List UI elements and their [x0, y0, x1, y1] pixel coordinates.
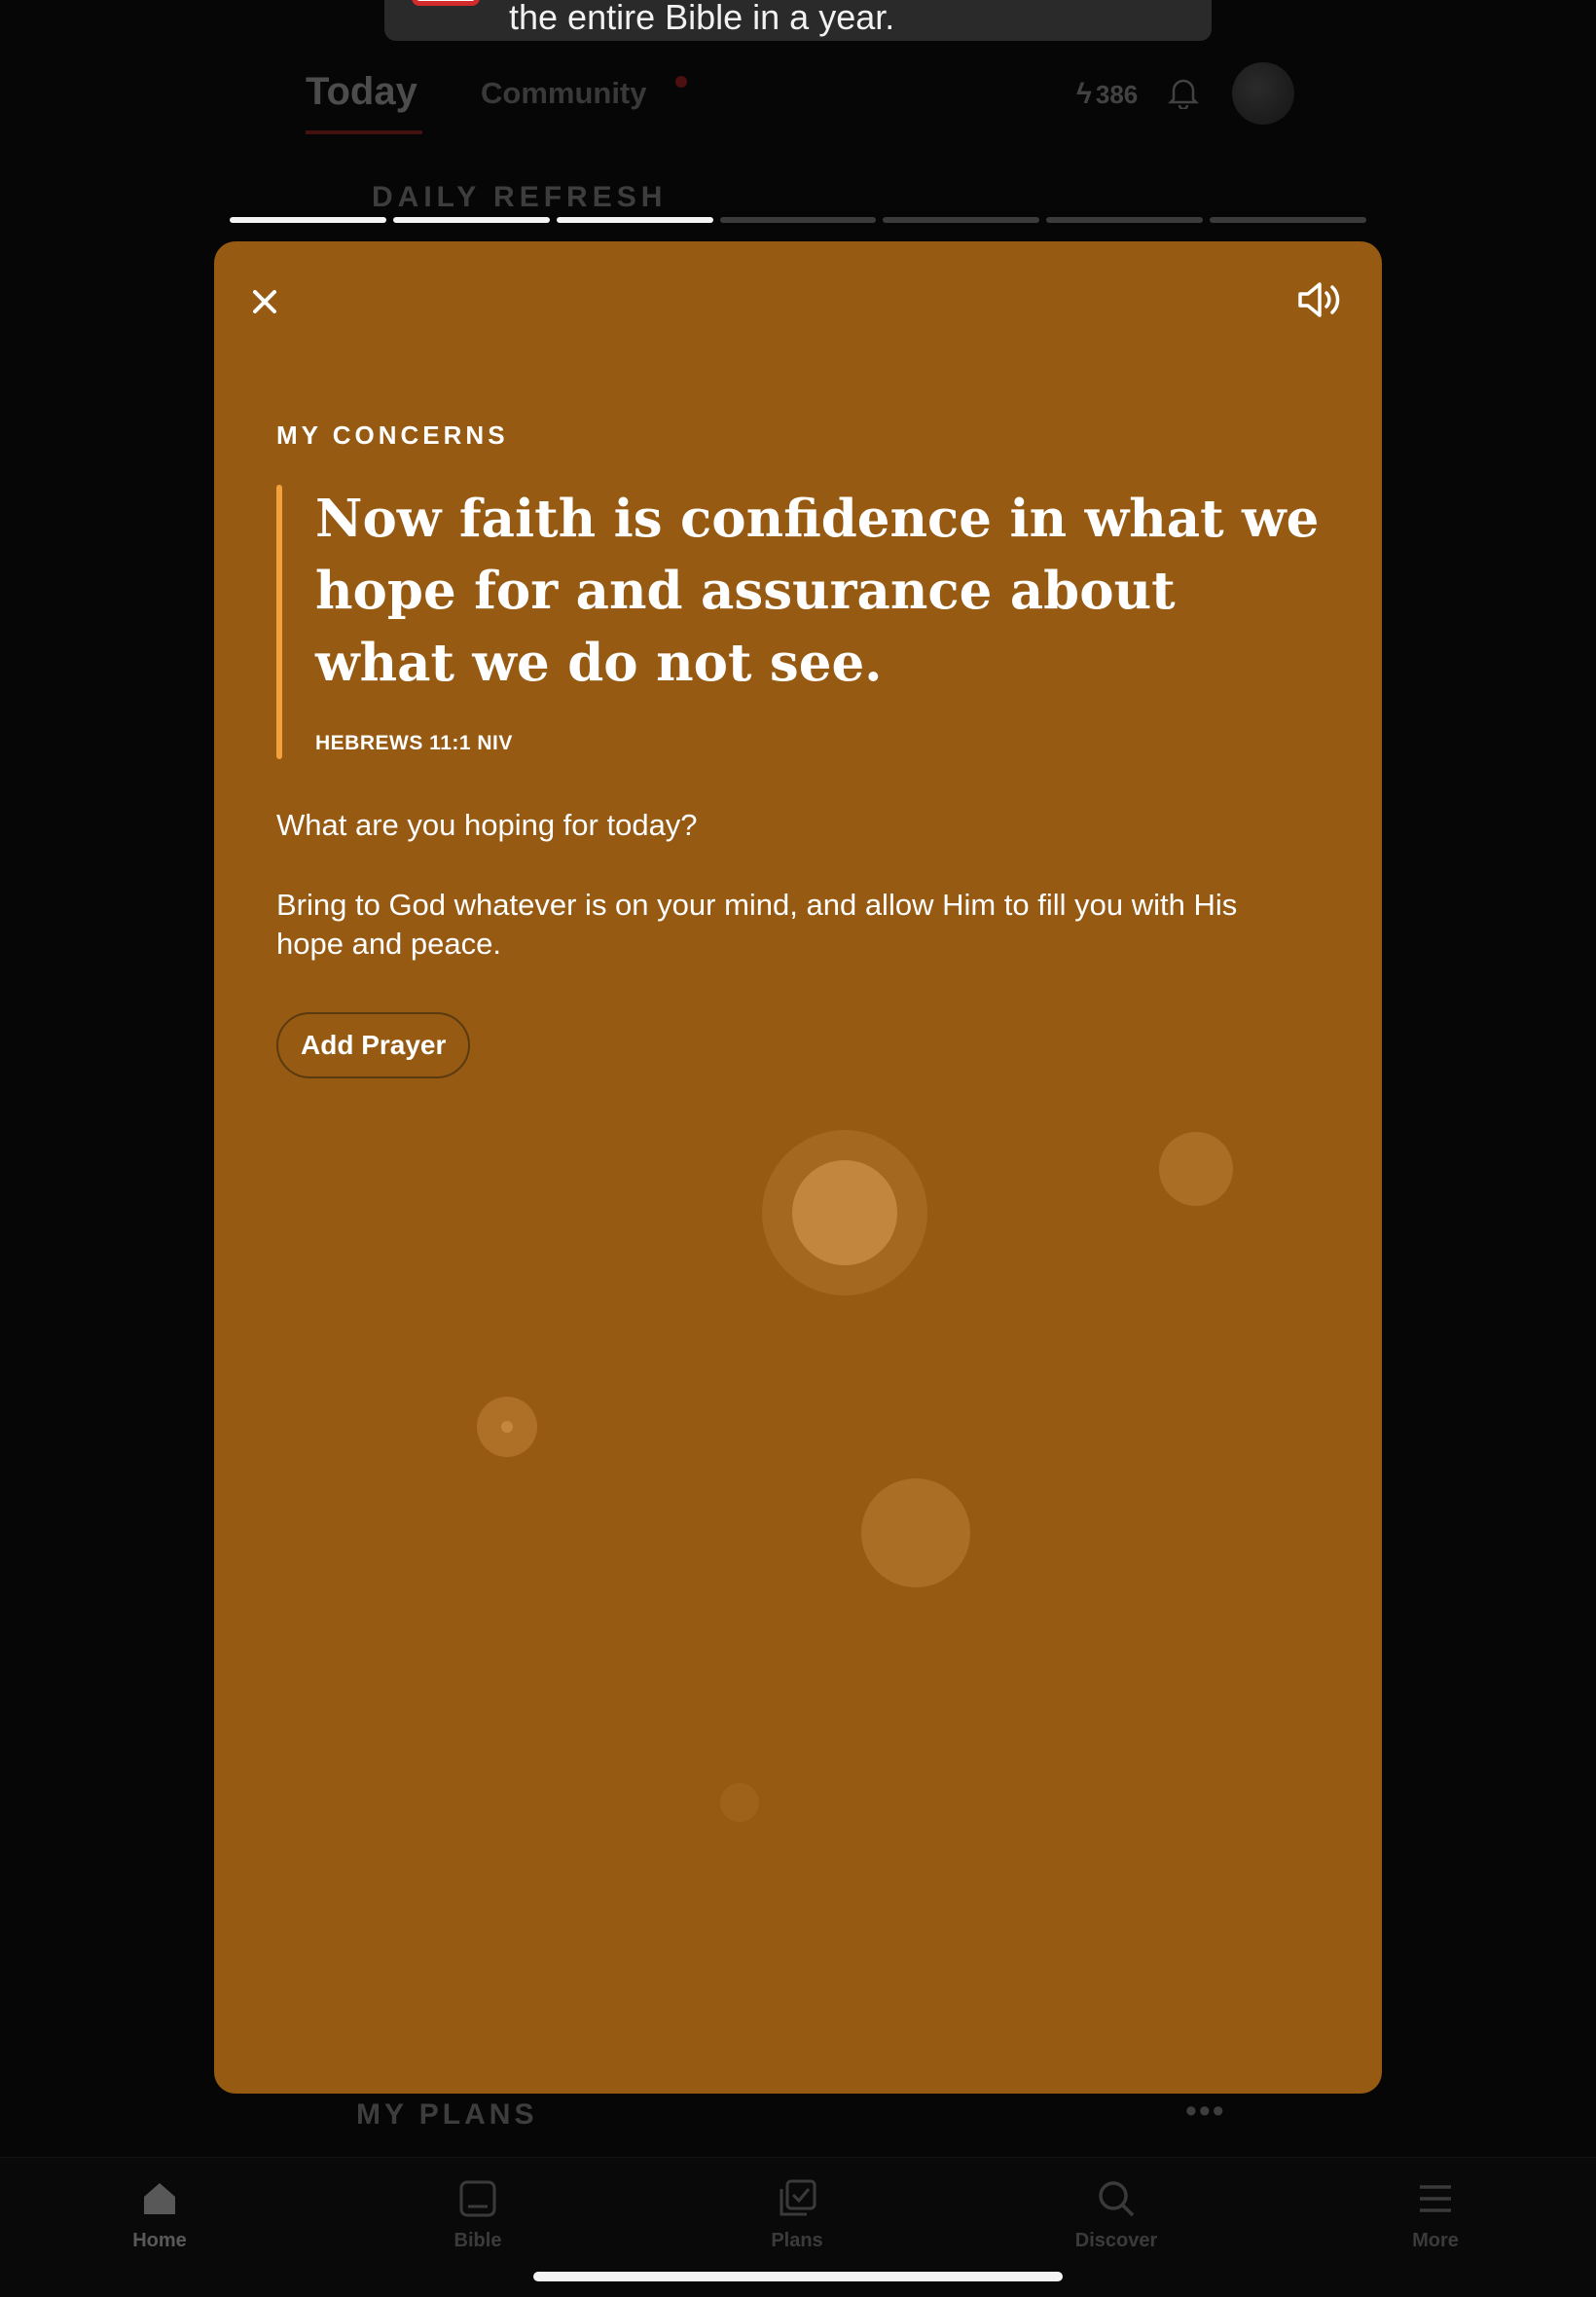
bible-icon — [400, 2177, 556, 2226]
quote-accent-bar — [276, 485, 282, 759]
search-icon — [1038, 2177, 1194, 2226]
tab-discover[interactable] — [1038, 2177, 1194, 2252]
add-prayer-button[interactable]: Add Prayer — [276, 1012, 470, 1078]
tab-community[interactable]: Community — [481, 76, 647, 110]
home-icon — [82, 2177, 237, 2226]
progress-segment — [883, 217, 1039, 223]
verse-text: Now faith is confidence in what we hope for and assurance about what we do not see. — [315, 489, 1320, 693]
plans-icon — [719, 2177, 875, 2226]
tab-label: Plans — [771, 2230, 823, 2251]
app-header — [0, 39, 1596, 146]
progress-segment — [230, 217, 386, 223]
tab-more[interactable] — [1358, 2177, 1513, 2252]
tab-label: Home — [132, 2230, 187, 2251]
tab-label: Discover — [1074, 2230, 1158, 2251]
tab-today[interactable]: Today — [306, 70, 417, 113]
section-label: MY CONCERNS — [276, 420, 509, 450]
verse-reference[interactable]: HEBREWS 11:1 NIV — [315, 732, 513, 754]
more-options-icon[interactable]: ••• — [1185, 2093, 1226, 2130]
menu-icon — [1358, 2177, 1513, 2226]
banner-text: the entire Bible in a year. — [509, 0, 895, 37]
lightning-icon: ϟ — [1076, 78, 1092, 110]
close-icon[interactable] — [241, 278, 288, 325]
tab-active-underline — [306, 130, 422, 134]
streak-counter[interactable] — [1076, 78, 1138, 111]
bell-icon[interactable] — [1168, 76, 1199, 117]
decorative-bubble — [501, 1421, 513, 1433]
my-plans-title: MY PLANS — [356, 2098, 538, 2131]
progress-segment — [720, 217, 877, 223]
tab-label: Bible — [453, 2230, 502, 2251]
progress-segment — [393, 217, 550, 223]
story-progress — [230, 217, 1366, 223]
decorative-bubble — [1159, 1132, 1233, 1206]
decorative-bubble — [792, 1160, 897, 1265]
prompt-question: What are you hoping for today? — [276, 808, 698, 842]
decorative-bubble — [861, 1478, 970, 1587]
speaker-icon[interactable] — [1294, 276, 1345, 323]
top-banner[interactable] — [384, 0, 1212, 41]
tab-bible[interactable] — [400, 2177, 556, 2252]
story-card — [214, 241, 1382, 2094]
notification-dot — [675, 76, 687, 88]
progress-segment — [557, 217, 713, 223]
decorative-bubble — [720, 1783, 759, 1822]
progress-segment — [1210, 217, 1366, 223]
prompt-body: Bring to God whatever is on your mind, and allow Him to fill you with His hope and peace. — [276, 888, 1238, 961]
avatar[interactable] — [1232, 62, 1294, 125]
streak-count: 386 — [1095, 80, 1139, 109]
home-indicator[interactable] — [533, 2272, 1063, 2281]
section-title-behind: DAILY REFRESH — [372, 181, 668, 213]
bible-app-logo-icon — [412, 0, 480, 6]
progress-segment — [1046, 217, 1203, 223]
tab-plans[interactable] — [719, 2177, 875, 2252]
tab-home[interactable] — [82, 2177, 237, 2252]
tab-label: More — [1412, 2230, 1459, 2251]
